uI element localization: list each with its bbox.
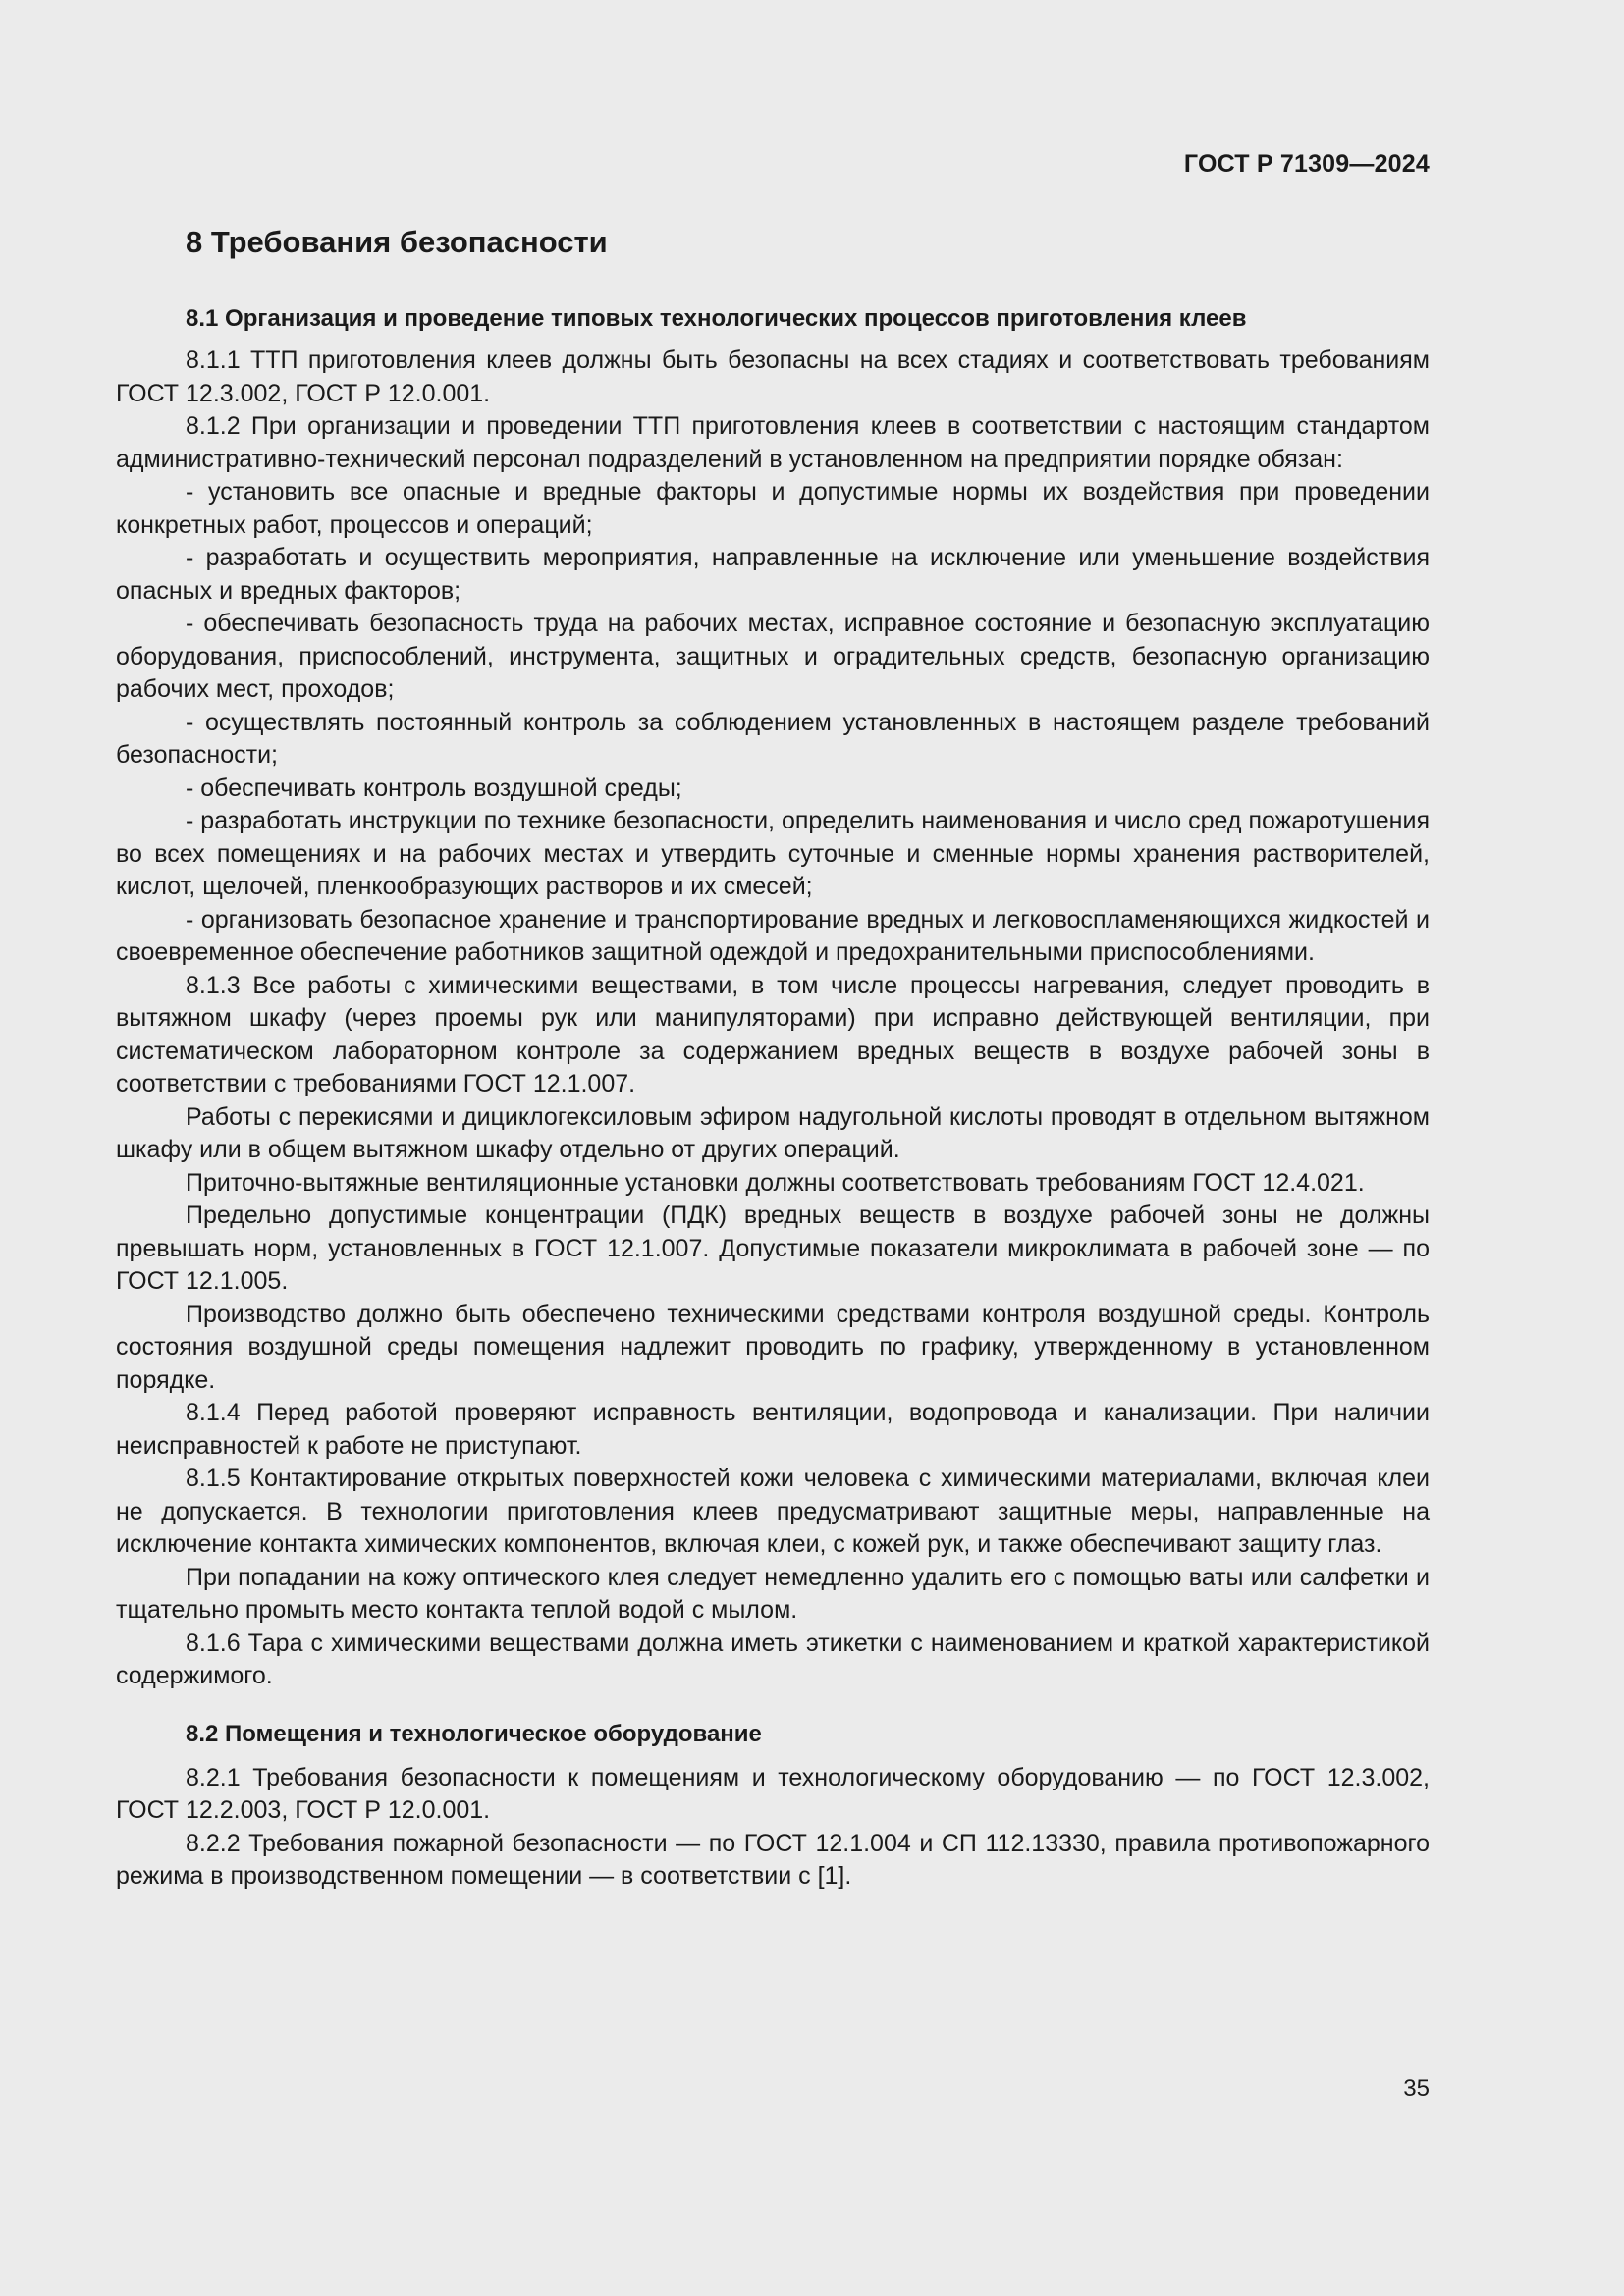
- paragraph-8-1-1: 8.1.1 ТТП приготовления клеев должны быть безопасны на всех стадиях и соответствовать требованиям ГОСТ 12.3.002, ГОСТ Р 12.0.001.: [116, 347, 1430, 407]
- list-item: - установить все опасные и вредные факторы и допустимые нормы их воздействия при проведении конкретных работ, процессов и операций;: [116, 478, 1430, 539]
- paragraph: Производство должно быть обеспечено техническими средствами контроля воздушной среды. Контроль состояния воздушной среды помещения надлежит проводить по графику, утвержденному в установленном порядке.: [116, 1300, 1430, 1394]
- list-item: - обеспечивать контроль воздушной среды;: [186, 774, 682, 802]
- paragraph-8-1-2: 8.1.2 При организации и проведении ТТП приготовления клеев в соответствии с настоящим стандартом административно-технический персонал подразделений в установленном на предприятии порядке обязан:: [116, 412, 1430, 473]
- paragraph: Предельно допустимые концентрации (ПДК) вредных веществ в воздухе рабочей зоны не должны превышать норм, установленных в ГОСТ 12.1.007. Допустимые показатели микроклимата в рабочей зоне — по ГОСТ 12.1.005.: [116, 1201, 1430, 1295]
- list-item: - организовать безопасное хранение и транспортирование вредных и легковоспламеняющихся жидкостей и своевременное обеспечение работников защитной одеждой и предохранительными приспособлениями.: [116, 905, 1430, 966]
- paragraph-8-1-5: 8.1.5 Контактирование открытых поверхностей кожи человека с химическими материалами, включая клеи не допускается. В технологии приготовления клеев предусматривают защитные меры, направленные на исключение контакта химических компонентов, включая клеи, с кожей рук, и также обеспечивают защиту глаз.: [116, 1465, 1430, 1558]
- document-code-header: ГОСТ Р 71309—2024: [1183, 150, 1430, 178]
- paragraph-8-1-6: 8.1.6 Тара с химическими веществами должна иметь этикетки с наименованием и краткой характеристикой содержимого.: [116, 1629, 1430, 1689]
- paragraph: Приточно-вытяжные вентиляционные установки должны соответствовать требованиям ГОСТ 12.4.021.: [186, 1168, 1365, 1197]
- subsection-title-8-2: 8.2 Помещения и технологическое оборудование: [186, 1720, 762, 1747]
- paragraph: Работы с перекисями и дициклогексиловым эфиром надугольной кислоты проводят в отдельном вытяжном шкафу или в общем вытяжном шкафу отдельно от других операций.: [116, 1102, 1430, 1163]
- list-item: - обеспечивать безопасность труда на рабочих местах, исправное состояние и безопасную эксплуатацию оборудования, приспособлений, инструмента, защитных и оградительных средств, безопасную организацию рабочих мест, проходов;: [116, 610, 1430, 703]
- paragraph-8-1-4: 8.1.4 Перед работой проверяют исправность вентиляции, водопровода и канализации. При наличии неисправностей к работе не приступают.: [116, 1399, 1430, 1460]
- page-number: 35: [1403, 2075, 1430, 2102]
- list-item: - разработать и осуществить мероприятия, направленные на исключение или уменьшение воздействия опасных и вредных факторов;: [116, 544, 1430, 605]
- paragraph: При попадании на кожу оптического клея следует немедленно удалить его с помощью ваты или салфетки и тщательно промыть место контакта теплой водой с мылом.: [116, 1563, 1430, 1624]
- paragraph-8-2-2: 8.2.2 Требования пожарной безопасности — по ГОСТ 12.1.004 и СП 112.13330, правила противопожарного режима в производственном помещении — в соответствии с [1].: [116, 1829, 1430, 1890]
- list-item: - разработать инструкции по технике безопасности, определить наименования и число сред пожаротушения во всех помещениях и на рабочих местах и утвердить суточные и сменные нормы хранения растворителей, кислот, щелочей, пленкообразующих растворов и их смесей;: [116, 807, 1430, 900]
- paragraph-8-1-3: 8.1.3 Все работы с химическими веществами, в том числе процессы нагревания, следует проводить в вытяжном шкафу (через проемы рук или манипуляторами) при исправно действующей вентиляции, при систематическом лабораторном контроле за содержанием вредных веществ в воздухе рабочей зоны в соответствии с требованиями ГОСТ 12.1.007.: [116, 971, 1430, 1097]
- section-title: 8 Требования безопасности: [186, 225, 608, 259]
- document-body: [116, 222, 1430, 1894]
- list-item: - осуществлять постоянный контроль за соблюдением установленных в настоящем разделе требований безопасности;: [116, 708, 1430, 769]
- paragraph-8-2-1: 8.2.1 Требования безопасности к помещениям и технологическому оборудованию — по ГОСТ 12.3.002, ГОСТ 12.2.003, ГОСТ Р 12.0.001.: [116, 1763, 1430, 1824]
- subsection-title-8-1: 8.1 Организация и проведение типовых технологических процессов приготовления клеев: [186, 305, 1247, 332]
